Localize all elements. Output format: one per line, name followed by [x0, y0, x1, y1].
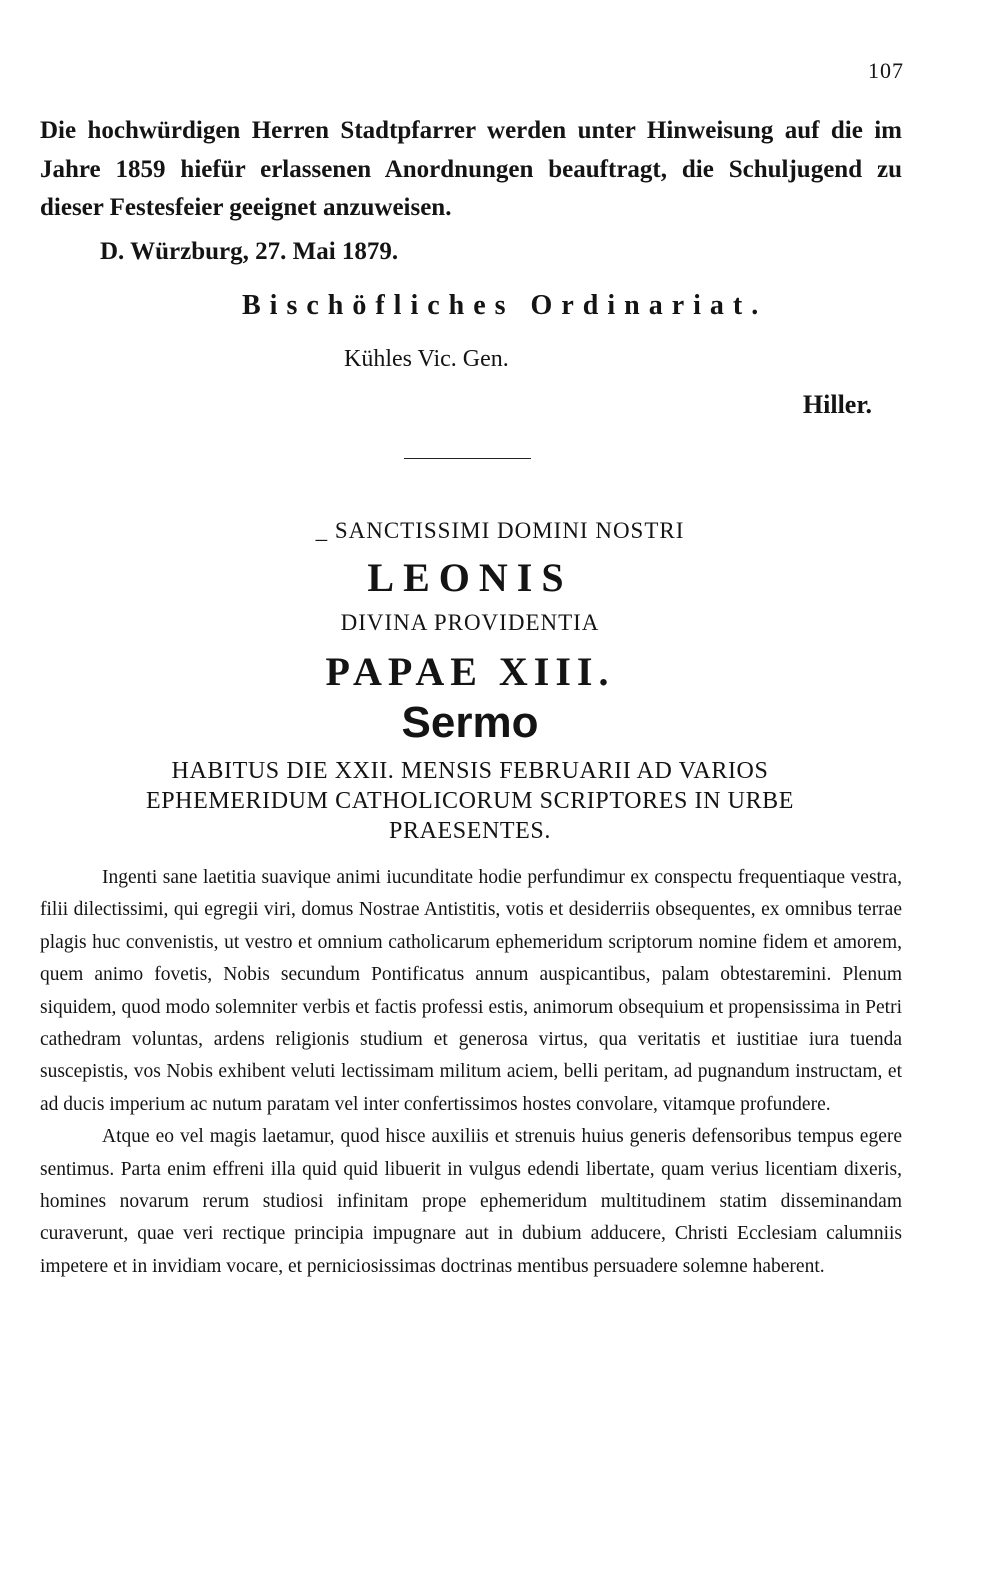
section-divider — [404, 458, 531, 459]
heading-line-1: _ SANCTISSIMI DOMINI NOSTRI — [315, 518, 685, 543]
body-paragraph-1: Ingenti sane laetitia suavique animi iucunditate hodie perfundimur ex conspectu frequentiaque vestra, filii dilectissimi, qui egregii viri, domus Nostrae Antistitis, votis et desiderriis obsequentes, ex omnibus terrae plagis huc convenistis, ut vestro et omnium catholicarum ephemeridum scriptorum nomine fidem et amorem, quem animo fovetis, Nobis secundum Pontificatus annum auspicantibus, palam obtestaremini. Plenum siquidem, quod modo solemniter verbis et factis professi estis, animorum obsequium et propensissima in Petri cathedram voluntas, ardens religionis studium et generosa virtus, qua veritatis et iustitiae iura tuenda suscepistis, vos Nobis exhibent veluti lectissimam militum aciem, belli peritam, ad pugnandum instructam, et ad ducis imperium ac nutum paratam vel inter confertissimos hostes convolare, vitamque profundere. — [40, 867, 902, 1115]
issuer-line: Bischöfliches Ordinariat. — [242, 290, 768, 321]
body-paragraph-2: Atque eo vel magis laetamur, quod hisce auxiliis et strenuis huius generis defensoribus tempus egere sentimus. Parta enim effreni illa quid quid libuerit in vulgus edendi libertate, quam verius licentiam dixeris, homines novarum rerum studiosi infinitam prope ephemeridum multitudinem statim disseminandam curaverunt, quae veri rectique principia impugnare aut in dubium adducere, Christi Ecclesiam calumniis impetere et in invidiam vocare, et perniciosissimas doctrinas mentibus persuadere solemne haberent. — [40, 1126, 902, 1277]
heading-divina-providentia: DIVINA PROVIDENTIA — [340, 610, 600, 635]
signature: Hiller. — [802, 390, 872, 419]
sermon-body — [40, 862, 902, 1283]
vicar-general-line: Kühles Vic. Gen. — [344, 346, 509, 372]
heading-sermo: Sermo — [401, 698, 539, 747]
date-line: D. Würzburg, 27. Mai 1879. — [100, 238, 399, 265]
heading-papae: PAPAE XIII. — [325, 649, 615, 694]
heading-subtitle: HABITUS DIE XXII. MENSIS FEBRUARII AD VARIOS EPHEMERIDUM CATHOLICORUM SCRIPTORES IN URBE PRAESENTES. — [145, 758, 795, 844]
heading-leonis: LEONIS — [367, 555, 573, 600]
page-number: 107 — [868, 58, 904, 83]
notice-paragraph: Die hochwürdigen Herren Stadtpfarrer werden unter Hinweisung auf die im Jahre 1859 hiefür erlassenen Anordnungen beauftragt, die Schuljugend zu dieser Festesfeier geeignet anzuweisen. — [40, 117, 902, 221]
